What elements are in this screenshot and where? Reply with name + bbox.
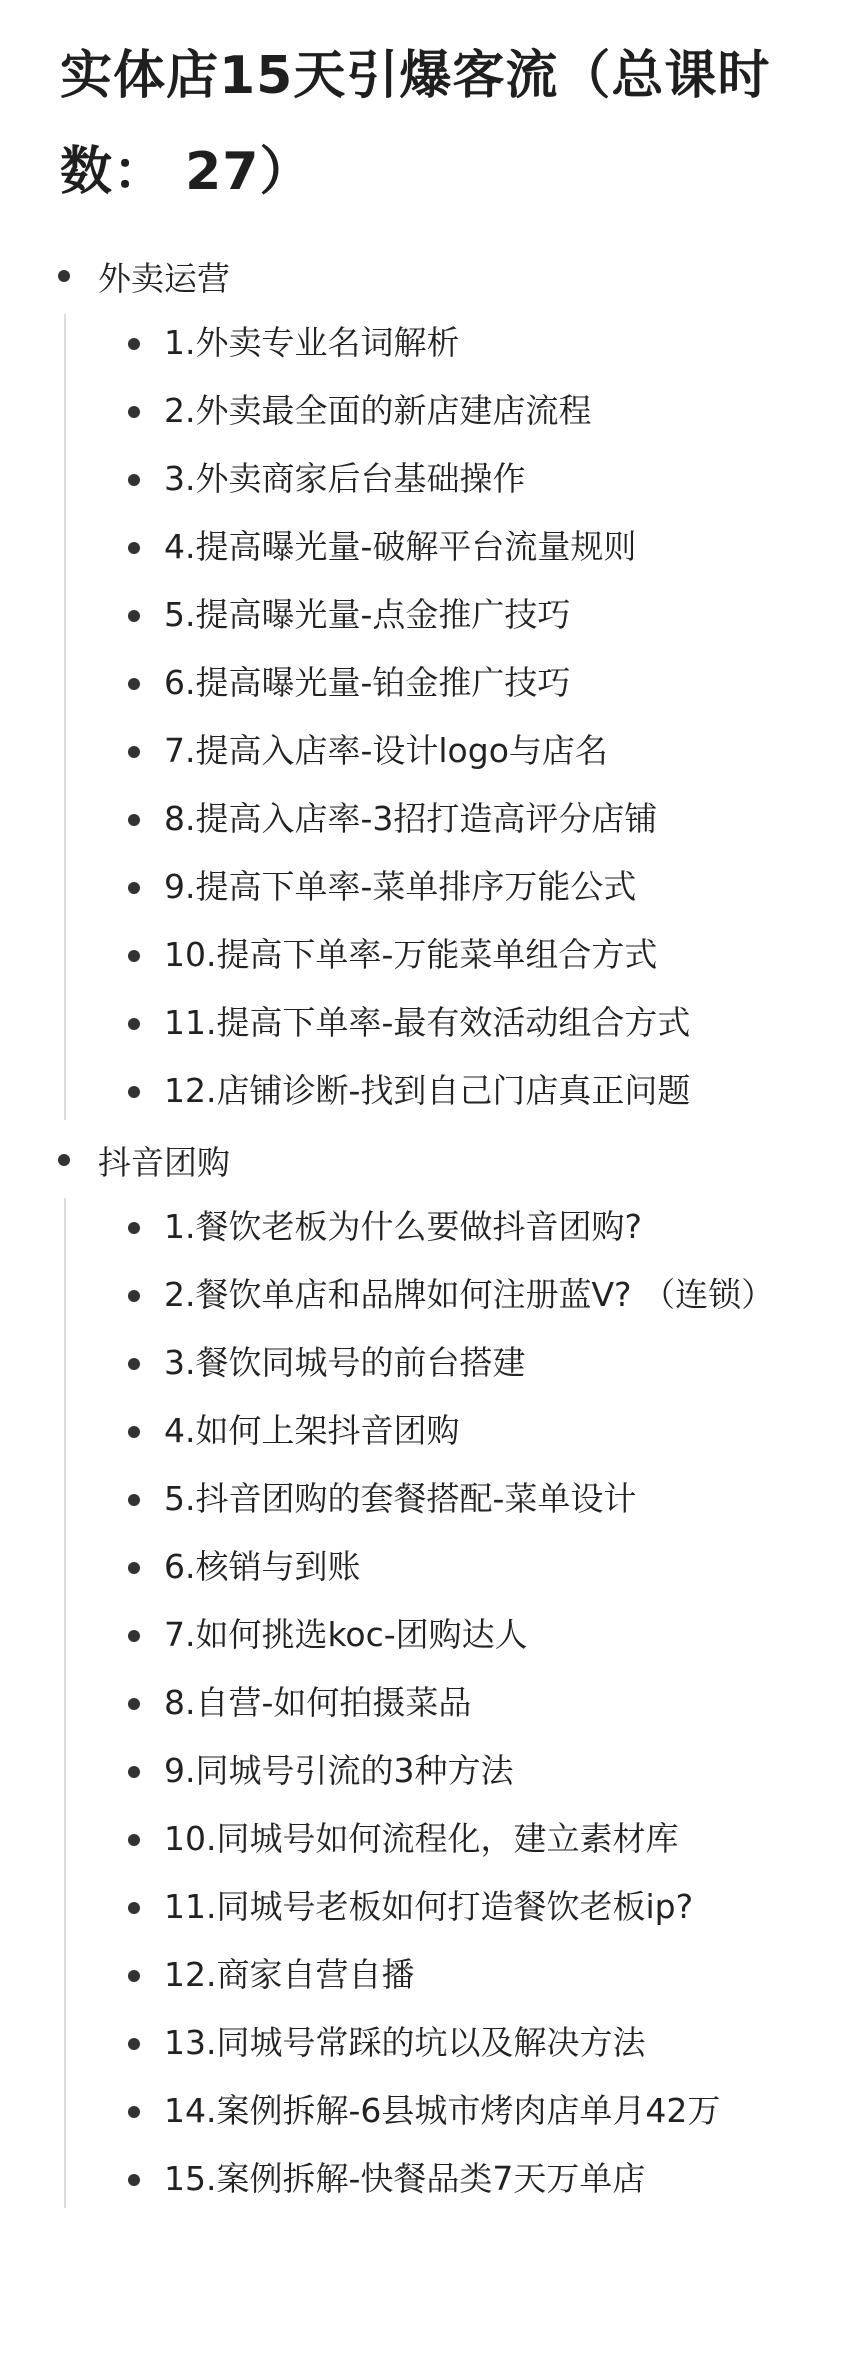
bullet-icon: [128, 814, 140, 826]
bullet-icon: [128, 542, 140, 554]
list-item: [60, 2078, 800, 2146]
bullet-icon: [128, 678, 140, 690]
lesson-title: 6.核销与到账: [164, 1547, 361, 1586]
list-item: [60, 2010, 800, 2078]
section-heading: [60, 242, 824, 310]
lesson-list: [60, 1194, 824, 2214]
section-douyin: [60, 1126, 824, 2214]
lesson-title: 12.店铺诊断-找到自己门店真正问题: [164, 1071, 691, 1110]
lesson-title: 8.自营-如何拍摄菜品: [164, 1683, 472, 1722]
bullet-icon: [128, 1902, 140, 1914]
section-waimai: [60, 242, 824, 1126]
bullet-icon: [128, 406, 140, 418]
list-item: [60, 2146, 800, 2214]
lesson-title: 8.提高入店率-3招打造高评分店铺: [164, 799, 658, 838]
bullet-icon: [128, 1290, 140, 1302]
bullet-icon: [128, 1086, 140, 1098]
list-item: [60, 1670, 800, 1738]
section-heading: [60, 1126, 824, 1194]
bullet-icon: [128, 2106, 140, 2118]
list-item: [60, 1806, 800, 1874]
lesson-title: 3.餐饮同城号的前台搭建: [164, 1343, 526, 1382]
lesson-title: 13.同城号常踩的坑以及解决方法: [164, 2023, 646, 2062]
section-title: 外卖运营: [98, 258, 230, 298]
lesson-title: 2.外卖最全面的新店建店流程: [164, 391, 592, 430]
bullet-icon: [128, 1766, 140, 1778]
lesson-title: 15.案例拆解-快餐品类7天万单店: [164, 2159, 646, 2198]
list-item: [60, 1194, 800, 1262]
bullet-icon: [128, 2038, 140, 2050]
lesson-title: 2.餐饮单店和品牌如何注册蓝V? （连锁）: [164, 1275, 775, 1314]
bullet-icon: [128, 1426, 140, 1438]
section-title: 抖音团购: [98, 1142, 230, 1182]
bullet-icon: [128, 882, 140, 894]
list-item: [60, 1330, 800, 1398]
lesson-title: 10.提高下单率-万能菜单组合方式: [164, 935, 658, 974]
lesson-title: 1.餐饮老板为什么要做抖音团购?: [164, 1207, 643, 1246]
lesson-title: 5.抖音团购的套餐搭配-菜单设计: [164, 1479, 637, 1518]
lesson-title: 14.案例拆解-6县城市烤肉店单月42万: [164, 2091, 721, 2130]
bullet-icon: [58, 1154, 70, 1166]
list-item: [60, 1942, 800, 2010]
lesson-title: 7.提高入店率-设计logo与店名: [164, 731, 608, 770]
list-item: [60, 378, 800, 446]
lesson-title: 5.提高曝光量-点金推广技巧: [164, 595, 571, 634]
bullet-icon: [128, 610, 140, 622]
list-item: [60, 1874, 800, 1942]
lesson-title: 1.外卖专业名词解析: [164, 323, 460, 362]
lesson-title: 9.同城号引流的3种方法: [164, 1751, 514, 1790]
bullet-icon: [128, 746, 140, 758]
bullet-icon: [128, 2174, 140, 2186]
bullet-icon: [128, 950, 140, 962]
list-item: [60, 446, 800, 514]
list-item: [60, 1534, 800, 1602]
list-item: [60, 582, 800, 650]
list-item: [60, 1262, 800, 1330]
lesson-title: 11.提高下单率-最有效活动组合方式: [164, 1003, 691, 1042]
lesson-title: 4.提高曝光量-破解平台流量规则: [164, 527, 637, 566]
list-item: [60, 854, 800, 922]
bullet-icon: [128, 1834, 140, 1846]
bullet-icon: [128, 1358, 140, 1370]
list-item: [60, 1398, 800, 1466]
lesson-title: 11.同城号老板如何打造餐饮老板ip?: [164, 1887, 694, 1926]
lesson-title: 9.提高下单率-菜单排序万能公式: [164, 867, 637, 906]
lesson-title: 4.如何上架抖音团购: [164, 1411, 460, 1450]
lesson-title: 10.同城号如何流程化，建立素材库: [164, 1819, 679, 1858]
bullet-icon: [58, 270, 70, 282]
list-item: [60, 650, 800, 718]
list-item: [60, 1466, 800, 1534]
bullet-icon: [128, 1494, 140, 1506]
list-item: [60, 718, 800, 786]
list-item: [60, 1058, 800, 1126]
lesson-title: 12.商家自营自播: [164, 1955, 415, 1994]
list-item: [60, 786, 800, 854]
bullet-icon: [128, 1562, 140, 1574]
bullet-icon: [128, 1970, 140, 1982]
list-item: [60, 922, 800, 990]
list-item: [60, 310, 800, 378]
lesson-title: 7.如何挑选koc-团购达人: [164, 1615, 528, 1654]
lesson-title: 6.提高曝光量-铂金推广技巧: [164, 663, 571, 702]
bullet-icon: [128, 1222, 140, 1234]
list-item: [60, 990, 800, 1058]
list-item: [60, 1602, 800, 1670]
list-item: [60, 1738, 800, 1806]
bullet-icon: [128, 1698, 140, 1710]
course-outline: [60, 242, 824, 2214]
lesson-list: [60, 310, 824, 1126]
lesson-title: 3.外卖商家后台基础操作: [164, 459, 526, 498]
bullet-icon: [128, 338, 140, 350]
bullet-icon: [128, 474, 140, 486]
list-item: [60, 514, 800, 582]
bullet-icon: [128, 1630, 140, 1642]
bullet-icon: [128, 1018, 140, 1030]
page-title: 实体店15天引爆客流（总课时数： 27）: [60, 46, 771, 202]
